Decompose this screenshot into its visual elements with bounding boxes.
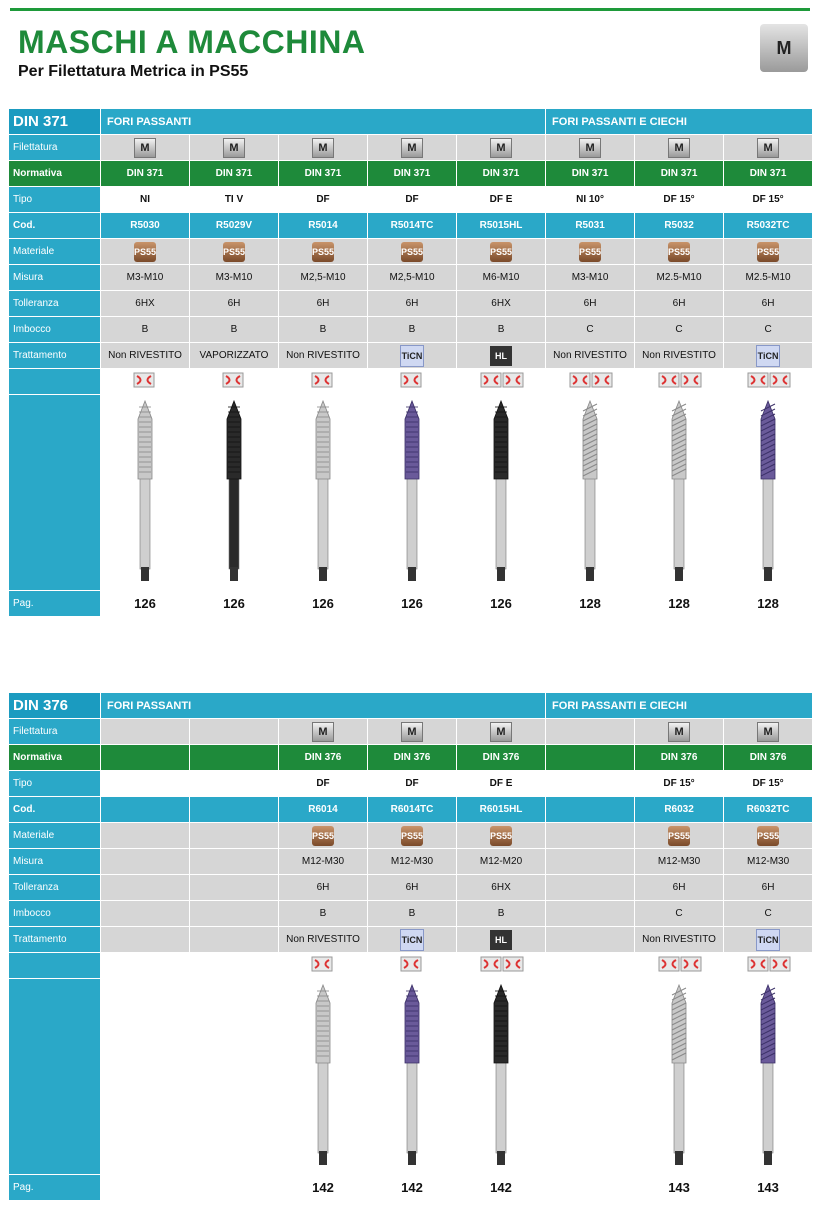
tool-image-cell [724,979,813,1175]
tolleranza-cell: 6H [368,291,457,317]
page-number-cell: 143 [635,1175,724,1201]
tap-tool-image [130,399,160,583]
row-label-trattamento: Trattamento [9,343,101,369]
misura-cell: M12-M30 [724,849,813,875]
tipo-cell: DF 15° [635,771,724,797]
empty-cell [190,953,279,979]
filettatura-cell [101,135,190,161]
cod-cell: R5014 [279,213,368,239]
empty-cell [190,849,279,875]
hole-type-cell [368,953,457,979]
tipo-cell: DF [279,187,368,213]
normativa-cell: DIN 371 [457,161,546,187]
empty-cell [101,771,190,797]
misura-cell: M2,5-M10 [279,265,368,291]
empty-cell [546,745,635,771]
metric-thread-icon: M [490,138,512,158]
tap-tool-image [219,399,249,583]
normativa-cell: DIN 371 [368,161,457,187]
tap-tool-image [753,399,783,583]
normativa-cell: DIN 371 [546,161,635,187]
metric-thread-icon: M [312,722,334,742]
page-number-cell: 128 [546,591,635,617]
tolleranza-cell: 6HX [457,875,546,901]
misura-cell: M6-M10 [457,265,546,291]
row-label-pag: Pag. [9,1175,101,1201]
empty-cell [101,823,190,849]
tap-tool-image [308,983,338,1167]
metric-thread-icon: M [757,722,779,742]
filettatura-cell [279,719,368,745]
row-label-tolleranza: Tolleranza [9,875,101,901]
imbocco-cell: B [279,901,368,927]
empty-cell [546,979,635,1175]
ticn-coating-icon: TiCN [400,929,424,951]
imbocco-cell: C [724,901,813,927]
group-fori-passanti: FORI PASSANTI [101,693,546,719]
ps55-material-icon: PS55 [312,826,334,846]
group-fori-passanti-ciechi: FORI PASSANTI E CIECHI [546,693,813,719]
din371-table [8,108,813,617]
trattamento-cell: Non RIVESTITO [279,927,368,953]
ps55-material-icon: PS55 [490,242,512,262]
empty-cell [190,927,279,953]
normativa-cell: DIN 371 [724,161,813,187]
tool-image-cell [546,395,635,591]
metric-thread-icon: M [401,138,423,158]
hole-type-icon [655,956,703,972]
empty-cell [101,1175,190,1201]
hole-type-cell [190,369,279,395]
cod-cell: R5014TC [368,213,457,239]
trattamento-cell [457,343,546,369]
filettatura-cell [457,719,546,745]
metric-thread-icon: M [401,722,423,742]
cod-cell: R6015HL [457,797,546,823]
row-label-pag: Pag. [9,591,101,617]
page-number-cell: 126 [279,591,368,617]
row-label-imbocco: Imbocco [9,317,101,343]
misura-cell: M12-M30 [279,849,368,875]
hole-type-cell [457,953,546,979]
tap-tool-image [753,983,783,1167]
tolleranza-cell: 6H [635,291,724,317]
ticn-coating-icon: TiCN [756,929,780,951]
cod-cell: R6014TC [368,797,457,823]
trattamento-cell: VAPORIZZATO [190,343,279,369]
din-label: DIN 371 [9,109,101,135]
imbocco-cell: C [635,901,724,927]
tipo-cell: DF 15° [724,771,813,797]
hole-type-cell [279,369,368,395]
trattamento-cell: Non RIVESTITO [635,927,724,953]
materiale-cell [457,239,546,265]
ps55-material-icon: PS55 [401,826,423,846]
tap-tool-image [664,983,694,1167]
page-number-cell: 126 [190,591,279,617]
tipo-cell: DF 15° [635,187,724,213]
cod-cell: R5032 [635,213,724,239]
trattamento-cell [724,343,813,369]
metric-thread-icon: M [312,138,334,158]
row-label-normativa: Normativa [9,745,101,771]
filettatura-cell [635,719,724,745]
tipo-cell: DF E [457,187,546,213]
cod-cell: R5031 [546,213,635,239]
tipo-cell: NI [101,187,190,213]
tap-tool-image [575,399,605,583]
page-number-cell: 142 [368,1175,457,1201]
tipo-cell: DF [368,187,457,213]
empty-cell [101,797,190,823]
misura-cell: M3-M10 [546,265,635,291]
misura-cell: M2.5-M10 [724,265,813,291]
hole-type-icon [655,372,703,388]
empty-cell [101,953,190,979]
misura-cell: M12-M30 [635,849,724,875]
trattamento-cell [368,927,457,953]
ps55-material-icon: PS55 [134,242,156,262]
materiale-cell [457,823,546,849]
tool-image-cell [724,395,813,591]
tool-image-cell [279,979,368,1175]
tolleranza-cell: 6HX [457,291,546,317]
normativa-cell: DIN 376 [279,745,368,771]
empty-cell [101,875,190,901]
metric-thread-icon: M [579,138,601,158]
tool-image-cell [279,395,368,591]
empty-cell [190,797,279,823]
tool-image-cell [635,395,724,591]
tolleranza-cell: 6H [546,291,635,317]
cod-cell: R5029V [190,213,279,239]
tap-tool-image [486,983,516,1167]
materiale-cell [279,239,368,265]
row-label-materiale: Materiale [9,823,101,849]
ps55-material-icon: PS55 [757,826,779,846]
empty-cell [101,849,190,875]
page-number-cell: 142 [457,1175,546,1201]
metric-thread-icon: M [490,722,512,742]
filettatura-cell [457,135,546,161]
imbocco-cell: B [101,317,190,343]
row-label-tipo: Tipo [9,771,101,797]
hole-type-icon [397,956,427,972]
filettatura-cell [368,719,457,745]
tap-tool-image [308,399,338,583]
metric-thread-icon: M [134,138,156,158]
empty-cell [101,979,190,1175]
hole-type-cell [724,369,813,395]
metric-thread-icon: M [757,138,779,158]
empty-cell [190,823,279,849]
row-label-trattamento: Trattamento [9,927,101,953]
metric-badge-icon: M [760,24,808,72]
empty-cell [546,901,635,927]
hole-type-icon [477,372,525,388]
imbocco-cell: B [368,901,457,927]
page-number-cell: 142 [279,1175,368,1201]
trattamento-cell [724,927,813,953]
tool-image-cell [635,979,724,1175]
row-label-cod: Cod. [9,213,101,239]
tool-image-cell [457,979,546,1175]
materiale-cell [546,239,635,265]
materiale-cell [101,239,190,265]
tool-image-cell [368,979,457,1175]
tolleranza-cell: 6HX [101,291,190,317]
empty-cell [546,797,635,823]
normativa-cell: DIN 376 [635,745,724,771]
tool-image-cell [101,395,190,591]
page-number-cell: 143 [724,1175,813,1201]
hl-coating-icon: HL [490,930,512,950]
normativa-cell: DIN 371 [279,161,368,187]
page-number-cell: 126 [101,591,190,617]
imbocco-cell: B [190,317,279,343]
ps55-material-icon: PS55 [579,242,601,262]
empty-cell [190,719,279,745]
materiale-cell [635,239,724,265]
page-number-cell: 128 [724,591,813,617]
page-title: MASCHI A MACCHINA [18,24,366,60]
empty-cell [190,875,279,901]
misura-cell: M2.5-M10 [635,265,724,291]
trattamento-cell: Non RIVESTITO [279,343,368,369]
empty-cell [546,875,635,901]
misura-cell: M12-M30 [368,849,457,875]
filettatura-cell [635,135,724,161]
imbocco-cell: C [635,317,724,343]
empty-cell [546,771,635,797]
row-label-tipo: Tipo [9,187,101,213]
imbocco-cell: B [457,901,546,927]
hole-type-icon [744,956,792,972]
hole-type-icon [397,372,427,388]
hole-type-cell [724,953,813,979]
empty-cell [546,849,635,875]
hole-type-cell [546,369,635,395]
ps55-material-icon: PS55 [312,242,334,262]
trattamento-cell [368,343,457,369]
materiale-cell [279,823,368,849]
filettatura-cell [546,135,635,161]
tipo-cell: DF [368,771,457,797]
normativa-cell: DIN 376 [724,745,813,771]
hole-type-cell [279,953,368,979]
hole-type-icon [130,372,160,388]
empty-cell [190,979,279,1175]
tolleranza-cell: 6H [190,291,279,317]
filettatura-cell [190,135,279,161]
empty-cell [546,823,635,849]
hole-type-cell [101,369,190,395]
group-fori-passanti: FORI PASSANTI [101,109,546,135]
empty-cell [546,1175,635,1201]
page-number-cell: 128 [635,591,724,617]
hole-type-icon [477,956,525,972]
hole-type-cell [635,369,724,395]
tap-tool-image [486,399,516,583]
cod-cell: R6032TC [724,797,813,823]
filettatura-cell [724,135,813,161]
tap-tool-image [397,983,427,1167]
materiale-cell [724,823,813,849]
ps55-material-icon: PS55 [757,242,779,262]
tap-tool-image [664,399,694,583]
filettatura-cell [724,719,813,745]
empty-cell [546,927,635,953]
page-number-cell: 126 [368,591,457,617]
cod-cell: R5015HL [457,213,546,239]
imbocco-cell: C [546,317,635,343]
row-label-filettatura: Filettatura [9,135,101,161]
tolleranza-cell: 6H [279,875,368,901]
ticn-coating-icon: TiCN [756,345,780,367]
tipo-cell: TI V [190,187,279,213]
ps55-material-icon: PS55 [668,826,690,846]
metric-thread-icon: M [668,722,690,742]
din376-table [8,692,813,1201]
imbocco-cell: B [279,317,368,343]
materiale-cell [724,239,813,265]
empty-cell [101,745,190,771]
empty-cell [101,719,190,745]
empty-cell [101,901,190,927]
materiale-cell [190,239,279,265]
hole-type-icon [219,372,249,388]
misura-cell: M3-M10 [190,265,279,291]
tolleranza-cell: 6H [635,875,724,901]
materiale-cell [368,239,457,265]
top-rule [10,8,810,11]
materiale-cell [635,823,724,849]
metric-thread-icon: M [668,138,690,158]
tool-image-cell [190,395,279,591]
empty-cell [546,719,635,745]
tolleranza-cell: 6H [368,875,457,901]
tool-image-cell [457,395,546,591]
imbocco-cell: B [368,317,457,343]
tool-image-cell [368,395,457,591]
trattamento-cell: Non RIVESTITO [635,343,724,369]
cod-cell: R6014 [279,797,368,823]
normativa-cell: DIN 376 [368,745,457,771]
cod-cell: R5032TC [724,213,813,239]
tipo-cell: DF E [457,771,546,797]
tolleranza-cell: 6H [724,875,813,901]
trattamento-cell: Non RIVESTITO [546,343,635,369]
cod-cell: R6032 [635,797,724,823]
tolleranza-cell: 6H [279,291,368,317]
filettatura-cell [279,135,368,161]
tipo-cell: DF 15° [724,187,813,213]
trattamento-cell: Non RIVESTITO [101,343,190,369]
normativa-cell: DIN 371 [101,161,190,187]
misura-cell: M12-M20 [457,849,546,875]
empty-cell [101,927,190,953]
row-label-normativa: Normativa [9,161,101,187]
din-label: DIN 376 [9,693,101,719]
empty-cell [190,901,279,927]
row-label-filettatura: Filettatura [9,719,101,745]
hole-type-icon [566,372,614,388]
empty-cell [546,953,635,979]
row-label-imbocco: Imbocco [9,901,101,927]
materiale-cell [368,823,457,849]
trattamento-cell [457,927,546,953]
ps55-material-icon: PS55 [490,826,512,846]
tap-tool-image [397,399,427,583]
page-subtitle: Per Filettatura Metrica in PS55 [18,63,249,80]
ps55-material-icon: PS55 [401,242,423,262]
row-label-misura: Misura [9,849,101,875]
metric-thread-icon: M [223,138,245,158]
hole-type-icon [308,372,338,388]
misura-cell: M3-M10 [101,265,190,291]
hole-type-cell [635,953,724,979]
hole-type-cell [368,369,457,395]
hole-type-icon [308,956,338,972]
row-label-tolleranza: Tolleranza [9,291,101,317]
ps55-material-icon: PS55 [223,242,245,262]
ps55-material-icon: PS55 [668,242,690,262]
imbocco-cell: C [724,317,813,343]
normativa-cell: DIN 371 [635,161,724,187]
empty-cell [190,745,279,771]
row-label-materiale: Materiale [9,239,101,265]
row-label-cod: Cod. [9,797,101,823]
cod-cell: R5030 [101,213,190,239]
tolleranza-cell: 6H [724,291,813,317]
tipo-cell: DF [279,771,368,797]
normativa-cell: DIN 376 [457,745,546,771]
empty-cell [190,771,279,797]
page-number-cell: 126 [457,591,546,617]
hl-coating-icon: HL [490,346,512,366]
filettatura-cell [368,135,457,161]
tipo-cell: NI 10° [546,187,635,213]
hole-type-icon [744,372,792,388]
hole-type-cell [457,369,546,395]
misura-cell: M2,5-M10 [368,265,457,291]
group-fori-passanti-ciechi: FORI PASSANTI E CIECHI [546,109,813,135]
ticn-coating-icon: TiCN [400,345,424,367]
normativa-cell: DIN 371 [190,161,279,187]
empty-cell [190,1175,279,1201]
imbocco-cell: B [457,317,546,343]
row-label-misura: Misura [9,265,101,291]
